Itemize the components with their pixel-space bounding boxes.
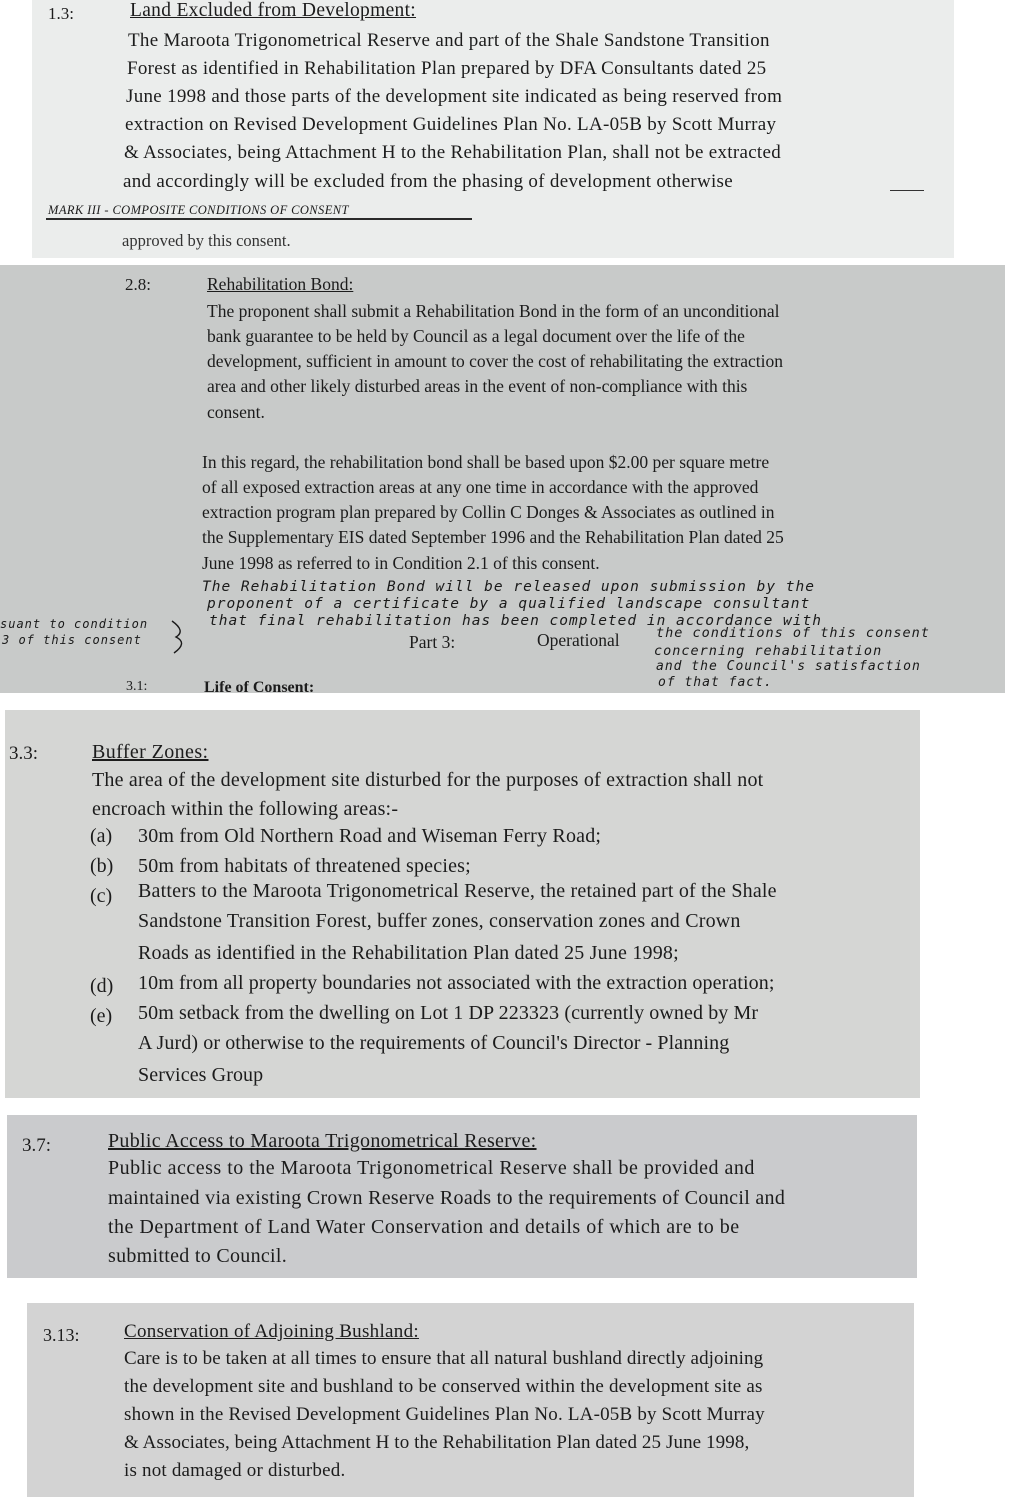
clip-section-2-8: [0, 265, 1005, 693]
handwritten-line: the conditions of this consent: [656, 625, 930, 641]
clip-section-3-7: [7, 1115, 917, 1278]
text-line: Public access to the Maroota Trigonometrical Reserve shall be provided and: [108, 1157, 755, 1179]
handwritten-line: proponent of a certificate by a qualified landscape consultant: [207, 596, 811, 612]
text-line: is not damaged or disturbed.: [124, 1460, 346, 1481]
section-title: Life of Consent:: [204, 679, 315, 693]
item-text: A Jurd) or otherwise to the requirements of Council's Director - Planning: [138, 1032, 730, 1054]
section-number: 3.1:: [126, 679, 148, 693]
handwritten-line: that final rehabilitation has been completed in accordance with: [209, 613, 822, 629]
text-line: extraction on Revised Development Guidelines Plan No. LA-05B by Scott Murray: [125, 114, 777, 135]
section-number: 1.3:: [48, 4, 74, 23]
text-line: consent.: [207, 402, 265, 422]
section-title: Land Excluded from Development:: [130, 0, 417, 21]
handwritten-line: The Rehabilitation Bond will be released upon submission by the: [202, 579, 815, 595]
text-line: encroach within the following areas:-: [92, 798, 399, 820]
bracket-mark: [168, 619, 204, 655]
handwritten-line: concerning rehabilitation: [654, 643, 883, 659]
text-line: The area of the development site disturbed for the purposes of extraction shall not: [92, 769, 764, 791]
text-line: of all exposed extraction areas at any one time in accordance with the approved: [202, 477, 759, 497]
part-label: Part 3:: [409, 632, 456, 652]
item-label: (a): [90, 825, 113, 847]
section-number: 3.3:: [9, 743, 39, 764]
section-title: Buffer Zones:: [92, 741, 209, 763]
text-line: Care is to be taken at all times to ensure that all natural bushland directly adjoining: [124, 1348, 764, 1369]
text-line: bank guarantee to be held by Council as a legal document over the life of the: [207, 326, 745, 346]
item-text: Batters to the Maroota Trigonometrical Reserve, the retained part of the Shale: [138, 880, 777, 902]
section-number: 3.13:: [43, 1325, 80, 1345]
running-header: MARK III - COMPOSITE CONDITIONS OF CONSENT: [48, 203, 349, 217]
text-line: June 1998 and those parts of the development site indicated as being reserved from: [126, 86, 783, 107]
text-line: maintained via existing Crown Reserve Roads to the requirements of Council and: [108, 1187, 786, 1209]
section-title: Public Access to Maroota Trigonometrical Reserve:: [108, 1130, 537, 1152]
header-rule: [46, 218, 472, 220]
handwritten-line: and the Council's satisfaction: [656, 659, 921, 674]
clip-section-3-3: [5, 710, 920, 1098]
text-line: extraction program plan prepared by Collin C Donges & Associates as outlined in: [202, 502, 775, 522]
section-title: Rehabilitation Bond:: [207, 274, 354, 294]
text-line: In this regard, the rehabilitation bond shall be based upon $2.00 per square metre: [202, 452, 770, 472]
item-text: 50m from habitats of threatened species;: [138, 855, 471, 877]
clip-section-1-3: [32, 0, 954, 258]
item-label: (e): [90, 1005, 113, 1027]
text-line: development, sufficient in amount to cover the cost of rehabilitating the extraction: [207, 351, 784, 371]
item-text: Services Group: [138, 1064, 264, 1086]
section-number: 2.8:: [125, 275, 151, 294]
text-line: & Associates, being Attachment H to the Rehabilitation Plan dated 25 June 1998,: [124, 1432, 750, 1453]
text-line: the Department of Land Water Conservation and details of which are to be: [108, 1216, 740, 1238]
section-title: Conservation of Adjoining Bushland:: [124, 1321, 419, 1342]
part-title: Operational: [537, 630, 620, 650]
text-line: June 1998 as referred to in Condition 2.1 of this consent.: [202, 553, 600, 573]
item-text: 30m from Old Northern Road and Wiseman Ferry Road;: [138, 825, 602, 847]
text-line: area and other likely disturbed areas in the event of non-compliance with this: [207, 376, 748, 396]
text-line: & Associates, being Attachment H to the Rehabilitation Plan, shall not be extracted: [124, 142, 782, 163]
text-line: the development site and bushland to be conserved within the development site as: [124, 1376, 763, 1397]
text-line: shown in the Revised Development Guidelines Plan No. LA-05B by Scott Murray: [124, 1404, 765, 1425]
item-label: (c): [90, 885, 113, 907]
section-number: 3.7:: [22, 1135, 52, 1156]
text-line: submitted to Council.: [108, 1245, 288, 1267]
text-line: approved by this consent.: [122, 231, 291, 250]
clip-section-3-13: [27, 1303, 914, 1497]
item-text: 10m from all property boundaries not associated with the extraction operation;: [138, 972, 775, 994]
item-label: (b): [90, 855, 114, 877]
margin-note: 3 of this consent: [2, 633, 142, 647]
item-text: Sandstone Transition Forest, buffer zones, conservation zones and Crown: [138, 910, 741, 932]
text-line: the Supplementary EIS dated September 1996 and the Rehabilitation Plan dated 25: [202, 527, 784, 547]
underline-mark: [890, 190, 924, 191]
text-line: The proponent shall submit a Rehabilitation Bond in the form of an unconditional: [207, 301, 780, 321]
item-text: 50m setback from the dwelling on Lot 1 DP 223323 (currently owned by Mr: [138, 1002, 759, 1024]
text-line: and accordingly will be excluded from the phasing of development otherwise: [123, 171, 733, 192]
text-line: The Maroota Trigonometrical Reserve and part of the Shale Sandstone Transition: [128, 30, 770, 51]
item-text: Roads as identified in the Rehabilitation Plan dated 25 June 1998;: [138, 942, 679, 964]
margin-note: suant to condition: [0, 617, 149, 631]
item-label: (d): [90, 975, 114, 997]
text-line: Forest as identified in Rehabilitation Plan prepared by DFA Consultants dated 25: [127, 58, 767, 79]
handwritten-line: of that fact.: [658, 675, 773, 690]
